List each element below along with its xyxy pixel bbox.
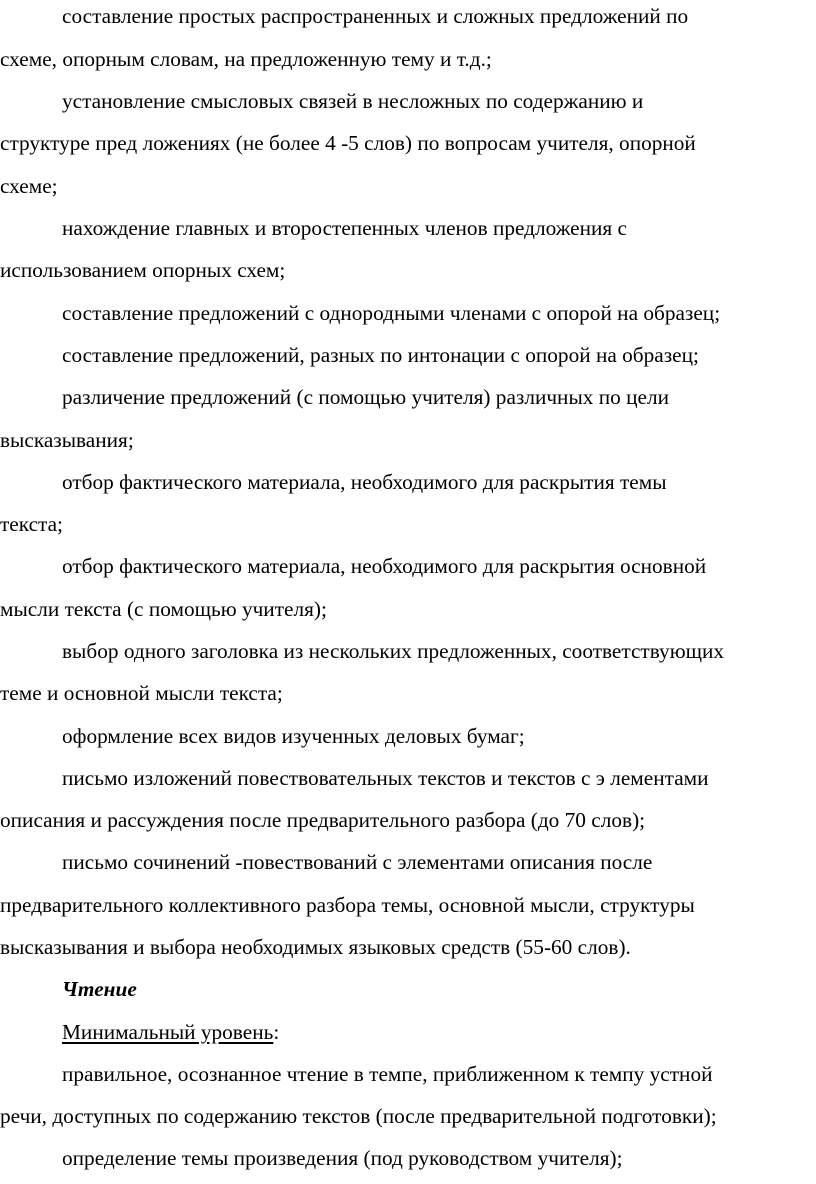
text-line: составление простых распространенных и сложных предложений по xyxy=(62,4,689,28)
text-line: высказывания и выбора необходимых языковых средств (55-60 слов). xyxy=(0,935,631,959)
text-line: письмо сочинений -повествований с элементами описания после xyxy=(62,850,653,874)
text-line: высказывания; xyxy=(0,428,134,452)
text-line: структуре пред ложениях (не более 4 -5 слов) по вопросам учителя, опорной xyxy=(0,131,696,155)
text-line: нахождение главных и второстепенных членов предложения с xyxy=(62,216,628,240)
text-line: предварительного коллективного разбора темы, основной мысли, структуры xyxy=(0,893,695,917)
text-line: письмо изложений повествовательных текстов и текстов с э лементами xyxy=(62,766,709,790)
subheading-minimal-level: Минимальный уровень xyxy=(62,1020,274,1044)
text-line: текста; xyxy=(0,512,63,536)
text-line: описания и рассуждения после предварительного разбора (до 70 слов); xyxy=(0,808,646,832)
text-line: отбор фактического материала, необходимого для раскрытия основной xyxy=(62,554,707,578)
subheading-colon: : xyxy=(273,1020,280,1044)
text-line: составление предложений с однородными членами с опорой на образец; xyxy=(62,301,721,325)
text-line: теме и основной мысли текста; xyxy=(0,681,283,705)
text-line: использованием опорных схем; xyxy=(0,258,286,282)
text-line: установление смысловых связей в несложных по содержанию и xyxy=(62,89,644,113)
text-line: различение предложений (с помощью учителя) различных по цели xyxy=(62,385,669,409)
section-heading-reading: Чтение xyxy=(62,977,137,1001)
text-line: определение темы произведения (под руководством учителя); xyxy=(62,1146,623,1170)
text-line: выбор одного заголовка из нескольких предложенных, соответствующих xyxy=(62,639,725,663)
text-line: речи, доступных по содержанию текстов (после предварительной подготовки); xyxy=(0,1104,717,1128)
text-line: схеме, опорным словам, на предложенную тему и т.д.; xyxy=(0,47,492,71)
text-line: мысли текста (с помощью учителя); xyxy=(0,597,327,621)
subheading-line xyxy=(62,1022,279,1043)
text-line: отбор фактического материала, необходимого для раскрытия темы xyxy=(62,470,667,494)
text-line: оформление всех видов изученных деловых бумаг; xyxy=(62,724,525,748)
text-line: схеме; xyxy=(0,174,58,198)
text-line: составление предложений, разных по интонации с опорой на образец; xyxy=(62,343,699,367)
text-line: правильное, осознанное чтение в темпе, приближенном к темпу устной xyxy=(62,1062,713,1086)
